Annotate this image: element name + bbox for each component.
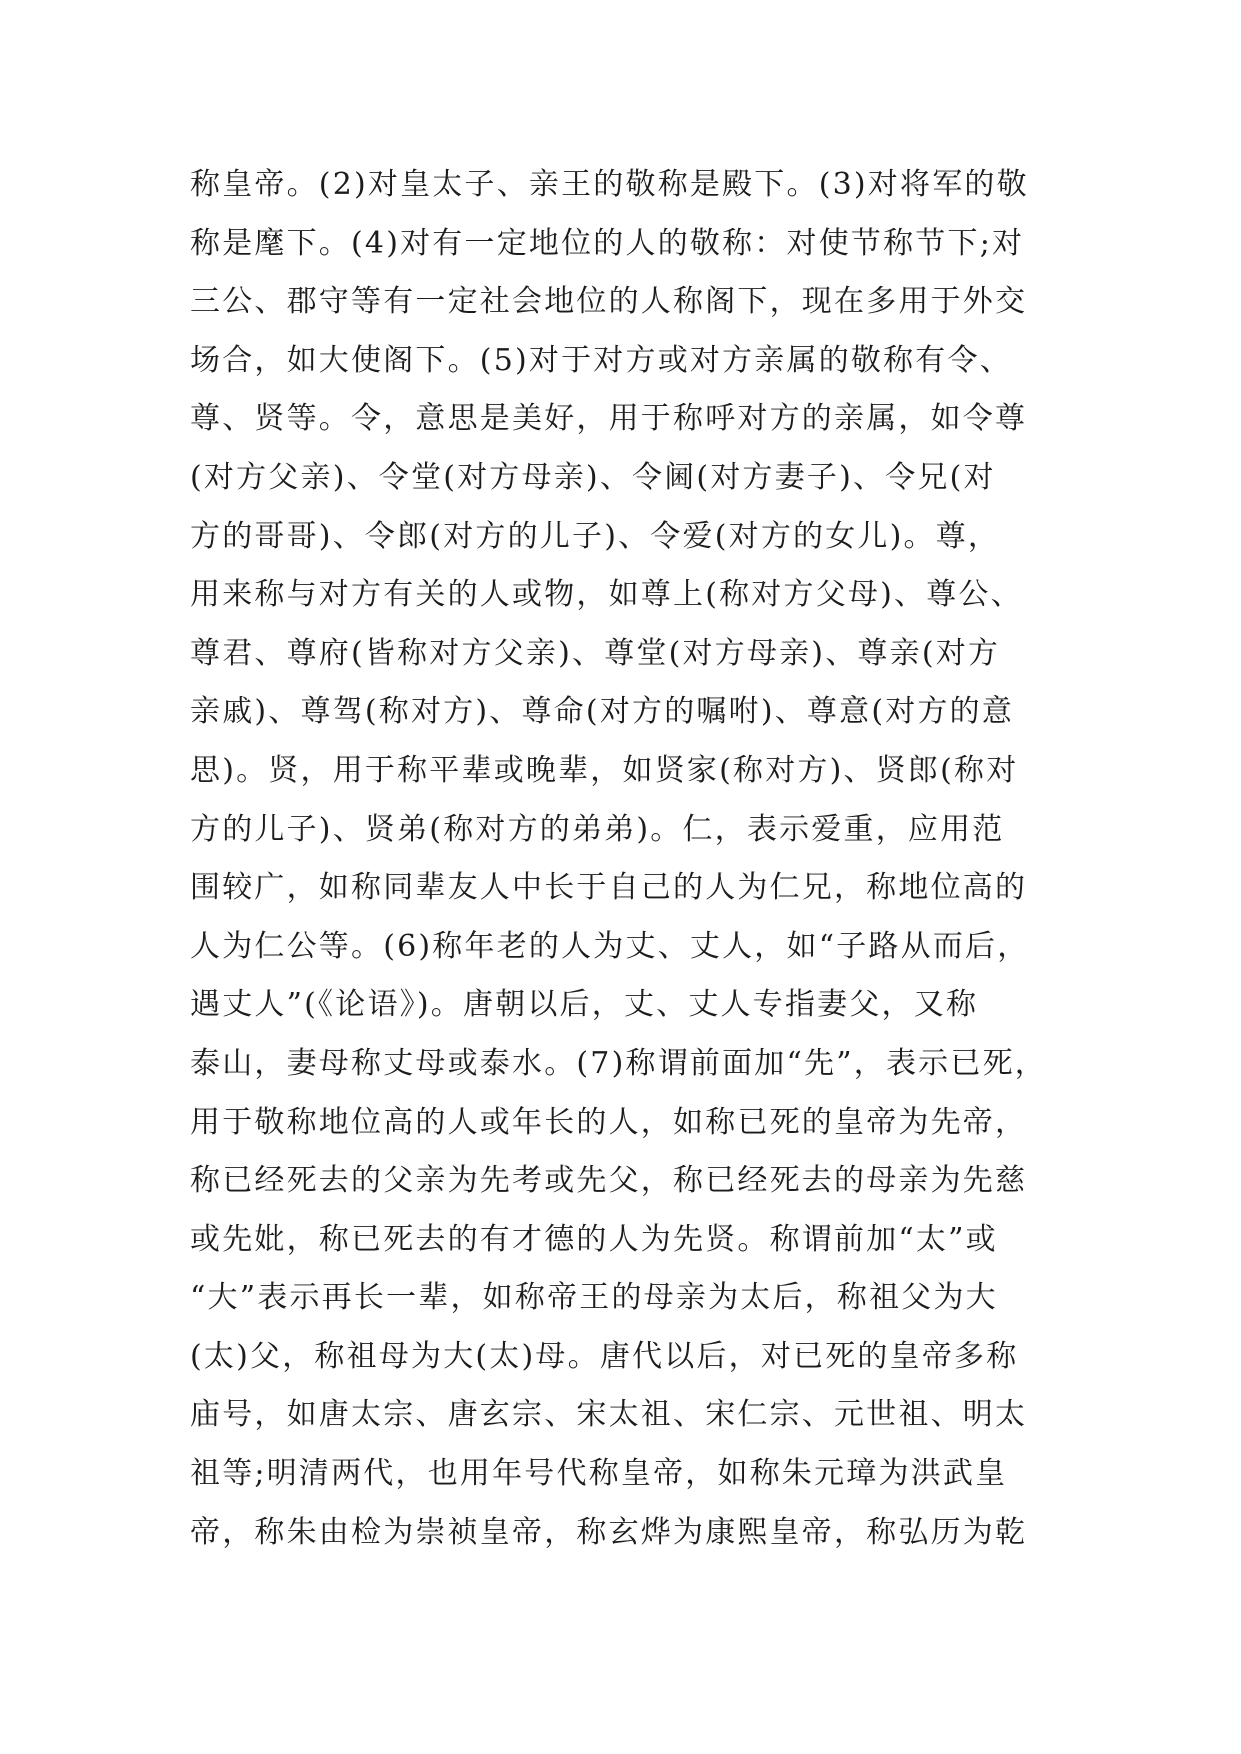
text-line: 遇丈人”(《论语》)。唐朝以后，丈、丈人专指妻父，又称 (190, 987, 979, 1023)
text-line: (太)父，称祖母为大(太)母。唐代以后，对已死的皇帝多称 (190, 1338, 1019, 1374)
text-line: 场合，如大使阁下。(5)对于对方或对方亲属的敬称有令、 (190, 342, 1012, 378)
text-line: (对方父亲)、令堂(对方母亲)、令阃(对方妻子)、令兄(对 (190, 459, 996, 495)
text-line: 尊君、尊府(皆称对方父亲)、尊堂(对方母亲)、尊亲(对方 (190, 635, 1001, 671)
text-line: 三公、郡守等有一定社会地位的人称阁下，现在多用于外交 (190, 284, 1028, 320)
text-line: 方的哥哥)、令郎(对方的儿子)、令爱(对方的女儿)。尊， (190, 518, 1001, 554)
text-line: 或先妣，称已死去的有才德的人为先贤。称谓前加“太”或 (190, 1221, 998, 1257)
text-line: 泰山，妻母称丈母或泰水。(7)称谓前面加“先”，表示已死， (190, 1045, 1047, 1081)
text-line: 方的儿子)、贤弟(称对方的弟弟)。仁，表示爱重，应用范 (190, 811, 1005, 847)
text-line: “大”表示再长一辈，如称帝王的母亲为太后，称祖父为大 (190, 1280, 998, 1316)
text-line: 称皇帝。(2)对皇太子、亲王的敬称是殿下。(3)对将军的敬 (190, 167, 1029, 202)
text-line: 称已经死去的父亲为先考或先父，称已经死去的母亲为先慈 (190, 1163, 1028, 1199)
text-line: 称是麾下。(4)对有一定地位的人的敬称：对使节称节下;对 (190, 225, 1025, 261)
text-line: 帝，称朱由检为崇祯皇帝，称玄烨为康熙皇帝，称弘历为乾 (190, 1514, 1028, 1550)
text-line: 用来称与对方有关的人或物，如尊上(称对方父母)、尊公、 (190, 577, 1023, 613)
text-line: 庙号，如唐太宗、唐玄宗、宋太祖、宋仁宗、元世祖、明太 (190, 1397, 1028, 1433)
body-text (190, 156, 1070, 1562)
text-line: 围较广，如称同辈友人中长于自己的人为仁兄，称地位高的 (190, 870, 1028, 906)
text-line: 人为仁公等。(6)称年老的人为丈、丈人，如“子路从而后， (190, 928, 1030, 964)
text-line: 思)。贤，用于称平辈或晚辈，如贤家(称对方)、贤郎(称对 (190, 752, 1019, 788)
text-line: 用于敬称地位高的人或年长的人，如称已死的皇帝为先帝， (190, 1104, 1028, 1140)
text-line: 尊、贤等。令，意思是美好，用于称呼对方的亲属，如令尊 (190, 401, 1028, 437)
text-line: 亲戚)、尊驾(称对方)、尊命(对方的嘱咐)、尊意(对方的意 (190, 694, 1015, 730)
text-line: 祖等;明清两代，也用年号代称皇帝，如称朱元璋为洪武皇 (190, 1456, 1008, 1492)
